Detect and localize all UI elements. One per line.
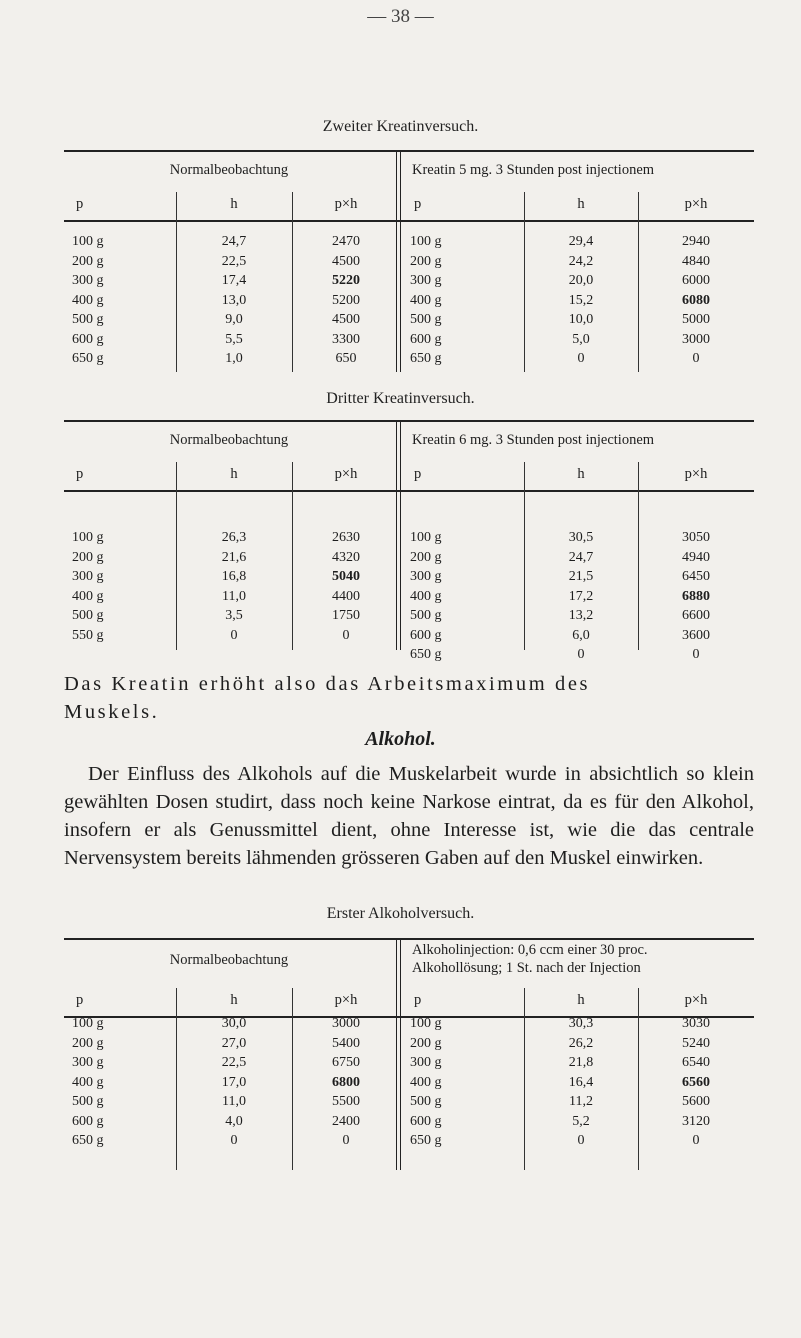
table-cell: 650 g (410, 647, 442, 662)
table-cell: 0 (577, 1133, 585, 1148)
paragraph-text: Der Einfluss des Alkohols auf die Muskelarbeit wurde in absichtlich so klein gewählten Dosen studirt, dass noch keine Narkose eintrat, da es für den Alkohol, insofern er als Genussmittel dient, ohne Interesse ist, wie die das centrale Nervensystem bereits lähmenden grösseren Gaben auf den Muskel einwirken. (64, 763, 754, 869)
table-top-rule (64, 150, 754, 152)
table-cell: 2940 (682, 234, 710, 249)
column-header: p×h (334, 196, 358, 212)
table-cell: 6800 (332, 1074, 360, 1090)
table-cell: 100 g (72, 530, 104, 545)
column-header: h (577, 992, 585, 1008)
table-cell: 15,2 (568, 292, 594, 308)
table-cell: 3000 (682, 331, 710, 347)
table-zweiter-kreatinversuch (64, 150, 754, 372)
table-cell: 500 g (72, 608, 104, 623)
table-cell: 200 g (410, 253, 442, 269)
table-cell: 650 (335, 351, 357, 366)
table-dritter-kreatinversuch (64, 420, 754, 662)
table-cell: 600 g (410, 1113, 442, 1129)
table-cell: 4940 (682, 549, 710, 565)
table-cell: 29,4 (568, 234, 594, 249)
table-cell: 4500 (332, 253, 360, 269)
table-cell: 4,0 (225, 1113, 243, 1129)
table-cell: 4400 (332, 588, 360, 604)
table-cell: 13,0 (221, 292, 247, 308)
table-cell: 100 g (410, 1016, 442, 1031)
table-cell: 16,8 (221, 569, 247, 584)
table-cell: 13,2 (568, 608, 594, 623)
table-cell: 2630 (332, 530, 360, 545)
conclusion-text (64, 670, 754, 726)
table-cell: 0 (577, 351, 585, 366)
conclusion-rest: Muskels. (64, 701, 160, 723)
table-cell: 10,0 (568, 312, 594, 327)
column-header: p (414, 196, 422, 212)
table-cell: 17,0 (221, 1074, 247, 1090)
column-header: p×h (684, 196, 708, 212)
table-cell: 21,8 (568, 1055, 594, 1070)
table-cell: 600 g (410, 627, 442, 643)
table-cell: 0 (230, 627, 238, 643)
table-cell: 5500 (332, 1094, 360, 1109)
table-cell: 5,5 (225, 331, 243, 347)
table-cell: 5040 (332, 569, 360, 584)
left-group-header: Normalbeobachtung (169, 432, 289, 448)
table-header-rule (64, 490, 754, 492)
table-cell: 1750 (332, 608, 360, 623)
table-cell: 5,2 (572, 1113, 590, 1129)
table-cell: 6000 (682, 273, 710, 288)
table-cell: 5240 (682, 1035, 710, 1051)
table-cell: 0 (230, 1133, 238, 1148)
table-cell: 16,4 (568, 1074, 594, 1090)
table-cell: 400 g (72, 588, 104, 604)
table-title-zweiter: Zweiter Kreatinversuch. (322, 118, 479, 135)
left-group-header: Normalbeobachtung (169, 952, 289, 968)
table-cell: 200 g (72, 253, 104, 269)
table-cell: 650 g (410, 1133, 442, 1148)
table-cell: 26,2 (568, 1035, 594, 1051)
right-group-header-line: Kreatin 6 mg. 3 Stunden post injectionem (412, 432, 655, 448)
table-cell: 500 g (410, 608, 442, 623)
table-cell: 27,0 (221, 1035, 247, 1051)
table-cell: 200 g (72, 1035, 104, 1051)
table-cell: 400 g (410, 292, 442, 308)
table-cell: 0 (577, 647, 585, 662)
table-cell: 300 g (72, 569, 104, 584)
column-header: p×h (684, 992, 708, 1008)
table-cell: 100 g (410, 530, 442, 545)
table-cell: 6540 (682, 1055, 710, 1070)
column-header: h (577, 466, 585, 482)
table-title-erster-alkohol: Erster Alkoholversuch. (326, 905, 475, 922)
table-cell: 3000 (332, 1016, 360, 1031)
table-cell: 100 g (410, 234, 442, 249)
table-top-rule (64, 938, 754, 940)
table-cell: 650 g (72, 1133, 104, 1148)
conclusion-spaced: Das Kreatin erhöht also das Arbeitsmaximum des (64, 673, 591, 695)
table-cell: 6450 (682, 569, 710, 584)
section-heading-alkohol: Alkohol. (365, 728, 436, 750)
table-cell: 6560 (682, 1074, 710, 1090)
table-cell: 30,0 (221, 1016, 247, 1031)
table-cell: 4500 (332, 312, 360, 327)
table-cell: 500 g (410, 1094, 442, 1109)
table-cell: 5,0 (572, 331, 590, 347)
table-header-rule (64, 220, 754, 222)
right-group-header-line: Kreatin 5 mg. 3 Stunden post injectionem (412, 162, 655, 178)
table-cell: 300 g (410, 273, 442, 288)
table-cell: 650 g (72, 351, 104, 366)
table-cell: 400 g (410, 1074, 442, 1090)
column-header: p (76, 992, 84, 1008)
table-cell: 4840 (682, 253, 710, 269)
table-cell: 650 g (410, 351, 442, 366)
table-cell: 3030 (682, 1016, 710, 1031)
table-cell: 400 g (72, 292, 104, 308)
right-group-header-line: Alkohollösung; 1 St. nach der Injection (412, 960, 641, 976)
left-group-header: Normalbeobachtung (169, 162, 289, 178)
table-cell: 17,2 (568, 588, 594, 604)
table-cell: 0 (692, 1133, 700, 1148)
table-cell: 5220 (332, 273, 360, 288)
table-cell: 300 g (72, 1055, 104, 1070)
table-cell: 500 g (410, 312, 442, 327)
table-cell: 550 g (72, 627, 104, 643)
column-header: h (230, 992, 238, 1008)
table-cell: 22,5 (221, 1055, 247, 1070)
column-header: p×h (684, 466, 708, 482)
column-header: p×h (334, 992, 358, 1008)
column-header: h (577, 196, 585, 212)
page-number: — 38 — (367, 6, 434, 27)
table-cell: 30,3 (568, 1016, 594, 1031)
table-cell: 22,5 (221, 253, 247, 269)
table-cell: 24,7 (568, 549, 594, 565)
column-header: p (76, 196, 84, 212)
table-cell: 11,2 (569, 1094, 593, 1109)
table-top-rule (64, 420, 754, 422)
table-cell: 0 (692, 647, 700, 662)
table-cell: 6,0 (572, 627, 590, 643)
table-cell: 30,5 (568, 530, 594, 545)
table-cell: 5400 (332, 1035, 360, 1051)
table-cell: 6880 (682, 588, 710, 604)
table-cell: 400 g (72, 1074, 104, 1090)
table-cell: 600 g (410, 331, 442, 347)
table-cell: 3050 (682, 530, 710, 545)
table-cell: 26,3 (221, 530, 247, 545)
table-cell: 300 g (410, 569, 442, 584)
table-cell: 1,0 (225, 351, 243, 366)
table-cell: 17,4 (221, 273, 247, 288)
table-cell: 20,0 (568, 273, 594, 288)
column-header: p (414, 466, 422, 482)
table-cell: 500 g (72, 1094, 104, 1109)
table-cell: 9,0 (225, 312, 243, 327)
column-header: h (230, 466, 238, 482)
column-header: p (76, 466, 84, 482)
table-cell: 200 g (72, 549, 104, 565)
table-cell: 3300 (332, 331, 360, 347)
table-cell: 11,0 (222, 1094, 246, 1109)
table-cell: 300 g (72, 273, 104, 288)
table-cell: 0 (342, 627, 350, 643)
table-cell: 400 g (410, 588, 442, 604)
table-cell: 200 g (410, 1035, 442, 1051)
table-cell: 3120 (682, 1113, 710, 1129)
table-cell: 0 (692, 351, 700, 366)
table-cell: 24,2 (568, 253, 594, 269)
table-cell: 4320 (332, 549, 360, 565)
table-cell: 2400 (332, 1113, 360, 1129)
body-paragraph (64, 760, 754, 872)
table-cell: 600 g (72, 1113, 104, 1129)
right-group-header-line: Alkoholinjection: 0,6 ccm einer 30 proc. (412, 942, 648, 958)
table-cell: 5000 (682, 312, 710, 327)
table-cell: 500 g (72, 312, 104, 327)
table-cell: 24,7 (221, 234, 247, 249)
table-cell: 6080 (682, 292, 710, 308)
table-erster-alkoholversuch (64, 938, 754, 1170)
table-cell: 6600 (682, 608, 710, 623)
table-cell: 5200 (332, 292, 360, 308)
table-cell: 21,6 (221, 549, 247, 565)
table-cell: 3600 (682, 627, 710, 643)
column-header: p×h (334, 466, 358, 482)
table-cell: 100 g (72, 1016, 104, 1031)
table-title-dritter: Dritter Kreatinversuch. (326, 390, 475, 407)
table-cell: 100 g (72, 234, 104, 249)
table-cell: 21,5 (568, 569, 594, 584)
table-cell: 0 (342, 1133, 350, 1148)
table-cell: 5600 (682, 1094, 710, 1109)
table-cell: 2470 (332, 234, 360, 249)
column-header: p (414, 992, 422, 1008)
table-cell: 300 g (410, 1055, 442, 1070)
table-cell: 3,5 (225, 608, 243, 623)
table-cell: 6750 (332, 1055, 360, 1070)
column-header: h (230, 196, 238, 212)
table-cell: 11,0 (222, 588, 246, 604)
table-cell: 200 g (410, 549, 442, 565)
table-cell: 600 g (72, 331, 104, 347)
